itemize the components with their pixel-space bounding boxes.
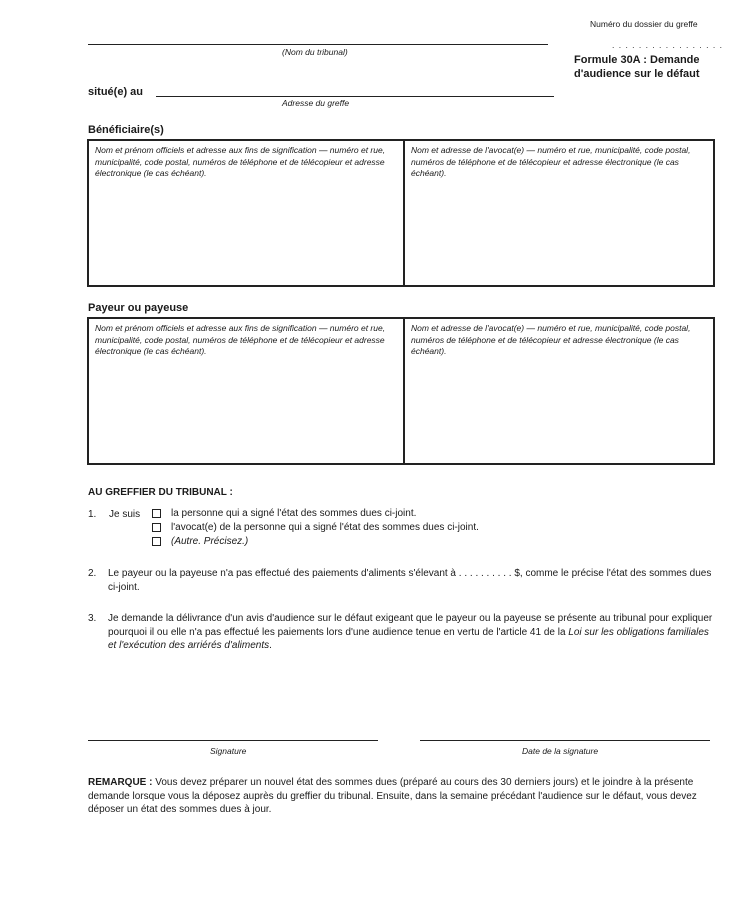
- option-lawyer[interactable]: [152, 522, 479, 533]
- form-title-line1: Formule 30A : Demande: [574, 54, 700, 66]
- court-name-line[interactable]: [88, 44, 548, 45]
- court-address-label: Adresse du greffe: [282, 98, 350, 108]
- payor-info-field[interactable]: [89, 319, 403, 463]
- recipient-lawyer-instructions: Nom et adresse de l'avocat(e) — numéro et rue, municipalité, code postal, numéros de téléphone et de télécopieur et adresse électronique (le cas échéant).: [411, 145, 691, 178]
- recipient-lawyer-field[interactable]: [405, 141, 713, 285]
- recipient-info-field[interactable]: [89, 141, 403, 285]
- payor-instructions: Nom et prénom officiels et adresse aux fins de signification — numéro et rue, municipalité, code postal, numéros de téléphone et de télécopieur et adresse électronique (le cas échéant).: [95, 323, 386, 356]
- checkbox-icon[interactable]: [152, 537, 161, 546]
- item3-text: [108, 612, 718, 653]
- payor-lawyer-field[interactable]: [405, 319, 713, 463]
- item1-lead: Je suis: [109, 509, 141, 520]
- file-number-label: Numéro du dossier du greffe: [590, 19, 698, 29]
- option-lawyer-label: l'avocat(e) de la personne qui a signé l'état des sommes dues ci-joint.: [171, 522, 479, 533]
- date-label: Date de la signature: [522, 746, 599, 756]
- option-other-label: (Autre. Précisez.): [171, 536, 249, 547]
- recipient-instructions: Nom et prénom officiels et adresse aux fins de signification — numéro et rue, municipalité, code postal, numéros de téléphone et de télécopieur et adresse électronique (le cas échéant).: [95, 145, 386, 178]
- item2-text: Le payeur ou la payeuse n'a pas effectué des paiements d'aliments s'élevant à . . . . . . . . . . $, comme le précise l'état des sommes dues ci-joint.: [108, 568, 712, 593]
- signature-label: Signature: [210, 746, 247, 756]
- option-other[interactable]: [152, 536, 248, 547]
- item3-text-main: Je demande la délivrance d'un avis d'audience sur le défaut exigeant que le payeur ou la payeuse se présente au tribunal pour expliquer pourquoi il ou elle n'a pas effectué les paiements lors d'une audience tenue en vertu de l'article 41 de la: [108, 613, 713, 638]
- form-title-line2: d'audience sur le défaut: [574, 68, 700, 80]
- court-address-line[interactable]: [156, 96, 554, 97]
- signature-line[interactable]: [88, 740, 378, 741]
- clerk-heading: AU GREFFIER DU TRIBUNAL :: [88, 487, 233, 498]
- payor-lawyer-instructions: Nom et adresse de l'avocat(e) — numéro et rue, municipalité, code postal, numéros de téléphone et de télécopieur et adresse électronique (le cas échéant).: [411, 323, 691, 356]
- payor-box: [87, 317, 715, 465]
- option-self-label: la personne qui a signé l'état des sommes dues ci-joint.: [171, 508, 417, 519]
- item3-text-end: .: [269, 640, 272, 651]
- payor-heading: Payeur ou payeuse: [88, 302, 189, 314]
- checkbox-icon[interactable]: [152, 523, 161, 532]
- note-text: Vous devez préparer un nouvel état des sommes dues (préparé au cours des 30 derniers jours) et le joindre à la présente demande lorsque vous la déposez auprès du greffier du tribunal. Ensuite, dans la semaine précédant l'audience sur le défaut, vous devez déposer un état des sommes dues à jour.: [88, 777, 697, 815]
- court-name-label: (Nom du tribunal): [282, 47, 348, 57]
- file-number-field[interactable]: . . . . . . . . . . . . . . . . .: [612, 40, 723, 50]
- item3-number: 3.: [88, 613, 97, 624]
- item2-number: 2.: [88, 568, 97, 579]
- recipient-box: [87, 139, 715, 287]
- located-at-label: situé(e) au: [88, 86, 144, 98]
- note-label: REMARQUE :: [88, 777, 153, 788]
- option-self[interactable]: [152, 508, 416, 519]
- recipient-heading: Bénéficiaire(s): [88, 124, 164, 136]
- checkbox-icon[interactable]: [152, 509, 161, 518]
- date-line[interactable]: [420, 740, 710, 741]
- note: [88, 776, 718, 817]
- item1-number: 1.: [88, 509, 97, 520]
- item3-law-title: Loi sur les obligations familiales et l'exécution des arriérés d'aliments: [108, 626, 709, 651]
